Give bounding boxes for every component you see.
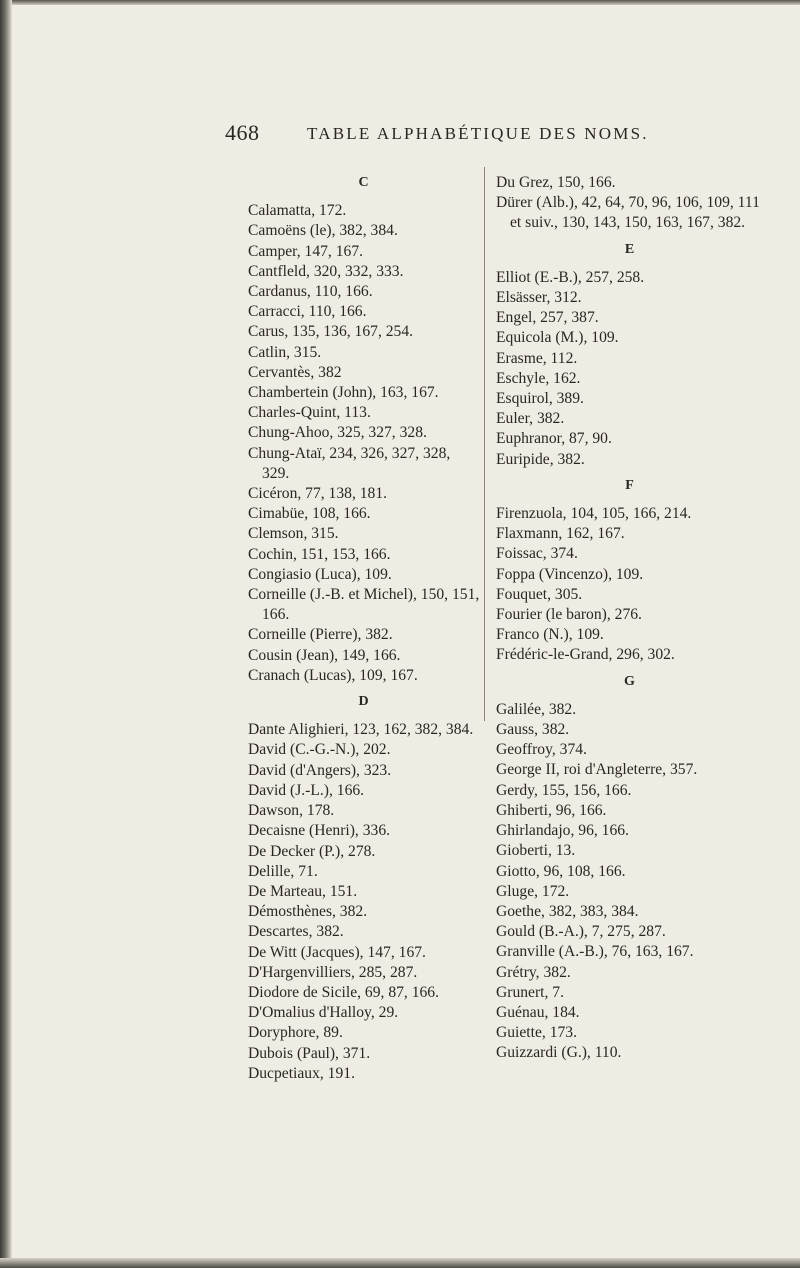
index-entry: Cicéron, 77, 138, 181. xyxy=(248,485,388,503)
index-entry: Geoffroy, 374. xyxy=(496,741,587,759)
index-entry: Engel, 257, 387. xyxy=(496,309,599,327)
index-entry: Goethe, 382, 383, 384. xyxy=(496,902,639,920)
page-bottom-edge xyxy=(0,1258,800,1268)
index-entry: Descartes, 382. xyxy=(248,923,344,941)
index-entry: Cardanus, 110, 166. xyxy=(248,283,373,301)
index-entry: Cousin (Jean), 149, 166. xyxy=(248,646,401,664)
index-entry: Cimabüe, 108, 166. xyxy=(248,505,371,523)
index-entry: Camper, 147, 167. xyxy=(248,242,364,260)
index-entry: Grunert, 7. xyxy=(496,983,564,1001)
index-entry: Decaisne (Henri), 336. xyxy=(248,822,391,840)
index-entry: Cochin, 151, 153, 166. xyxy=(248,545,391,563)
index-entry: Elsässer, 312. xyxy=(496,289,582,307)
running-title: TABLE ALPHABÉTIQUE DES NOMS. xyxy=(307,124,649,143)
index-entry: Ghiberti, 96, 166. xyxy=(496,801,607,819)
index-entry: Eschyle, 162. xyxy=(496,369,581,387)
index-entry: Chung-Ahoo, 325, 327, 328. xyxy=(248,424,427,442)
index-entry: Dante Alighieri, 123, 162, 382, 384. xyxy=(248,721,474,739)
index-entry: Giotto, 96, 108, 166. xyxy=(496,862,626,880)
index-entry: Gluge, 172. xyxy=(496,882,570,900)
section-letter-d: D xyxy=(358,694,370,710)
index-entry: David (d'Angers), 323. xyxy=(248,761,392,779)
index-entry: David (C.-G.-N.), 202. xyxy=(248,741,391,759)
section-letter-c: C xyxy=(358,175,370,190)
index-column-left xyxy=(248,173,480,1084)
index-entry: De Decker (P.), 278. xyxy=(248,842,376,860)
index-entry: Cranach (Lucas), 109, 167. xyxy=(248,666,418,684)
index-entry: Catlin, 315. xyxy=(248,343,322,361)
index-entry: Camoëns (le), 382, 384. xyxy=(248,222,398,240)
index-entry: De Marteau, 151. xyxy=(248,882,358,900)
index-entry: Flaxmann, 162, 167. xyxy=(496,525,625,543)
index-entry: Fouquet, 305. xyxy=(496,585,583,603)
index-entry: Firenzuola, 104, 105, 166, 214. xyxy=(496,505,692,523)
index-entry: Erasme, 112. xyxy=(496,349,578,367)
section-letter-f: F xyxy=(625,477,635,493)
index-entry: Granville (A.-B.), 76, 163, 167. xyxy=(496,943,694,961)
index-entry: Grétry, 382. xyxy=(496,963,571,981)
section-letter-e: E xyxy=(624,241,636,257)
index-entry: Congiasio (Luca), 109. xyxy=(248,565,392,583)
index-entry: Dubois (Paul), 371. xyxy=(248,1044,371,1062)
page-header xyxy=(0,120,800,150)
index-entry: Charles-Quint, 113. xyxy=(248,404,371,422)
page-number: 468 xyxy=(225,120,260,145)
index-entry: Doryphore, 89. xyxy=(248,1024,343,1042)
index-column-right xyxy=(496,173,764,1064)
index-entry: Gioberti, 13. xyxy=(496,842,576,860)
index-entry: Guiette, 173. xyxy=(496,1024,577,1042)
index-entry: D'Hargenvilliers, 285, 287. xyxy=(248,963,418,981)
index-entry: Chung-Ataï, 234, 326, 327, 328, 329. xyxy=(248,444,451,482)
index-entry: Cervantès, 382 xyxy=(248,363,342,381)
index-entry: Corneille (J.-B. et Michel), 150, 151, 166. xyxy=(248,586,480,624)
index-entry: Foissac, 374. xyxy=(496,545,578,563)
index-entry: Ghirlandajo, 96, 166. xyxy=(496,822,629,840)
index-entry: Gerdy, 155, 156, 166. xyxy=(496,781,632,799)
index-entry: Equicola (M.), 109. xyxy=(496,329,619,347)
index-entry: Franco (N.), 109. xyxy=(496,626,604,644)
index-entry: Esquirol, 389. xyxy=(496,390,584,408)
index-entry: Corneille (Pierre), 382. xyxy=(248,626,393,644)
index-entry: De Witt (Jacques), 147, 167. xyxy=(248,943,426,961)
index-entry: Guénau, 184. xyxy=(496,1003,580,1021)
index-entry: Diodore de Sicile, 69, 87, 166. xyxy=(248,983,439,1001)
index-entry: Delille, 71. xyxy=(248,862,318,880)
index-entry: Démosthènes, 382. xyxy=(248,903,368,921)
index-entry: Fourier (le baron), 276. xyxy=(496,606,642,624)
index-entry: George II, roi d'Angleterre, 357. xyxy=(496,761,698,779)
index-entry: Euripide, 382. xyxy=(496,450,585,468)
index-entry: Elliot (E.-B.), 257, 258. xyxy=(496,268,645,286)
index-entry: Ducpetiaux, 191. xyxy=(248,1064,355,1082)
index-entry: Clemson, 315. xyxy=(248,525,339,543)
index-entry: Du Grez, 150, 166. xyxy=(496,174,616,191)
index-entry: Euler, 382. xyxy=(496,410,565,428)
index-entry: Dürer (Alb.), 42, 64, 70, 96, 106, 109, 111 et suiv., 130, 143, 150, 163, 167, 382. xyxy=(496,194,760,232)
index-entry: Chambertein (John), 163, 167. xyxy=(248,384,439,402)
index-entry: Cantfleld, 320, 332, 333. xyxy=(248,262,404,280)
section-letter-g: G xyxy=(624,673,636,689)
column-divider xyxy=(484,167,485,721)
index-entry: D'Omalius d'Halloy, 29. xyxy=(248,1004,399,1022)
index-entry: Carus, 135, 136, 167, 254. xyxy=(248,323,414,341)
page-binding-edge xyxy=(0,0,12,1268)
index-entry: Calamatta, 172. xyxy=(248,202,347,220)
index-entry: Dawson, 178. xyxy=(248,802,335,820)
index-entry: Foppa (Vincenzo), 109. xyxy=(496,565,644,583)
page-top-edge xyxy=(0,0,800,5)
index-entry: Gauss, 382. xyxy=(496,721,570,739)
index-entry: Galilée, 382. xyxy=(496,700,577,718)
index-entry: Frédéric-le-Grand, 296, 302. xyxy=(496,646,675,664)
index-entry: Euphranor, 87, 90. xyxy=(496,430,612,448)
index-entry: Carracci, 110, 166. xyxy=(248,303,367,321)
index-entry: Guizzardi (G.), 110. xyxy=(496,1044,622,1062)
index-entry: David (J.-L.), 166. xyxy=(248,781,365,799)
index-entry: Gould (B.-A.), 7, 275, 287. xyxy=(496,923,666,941)
